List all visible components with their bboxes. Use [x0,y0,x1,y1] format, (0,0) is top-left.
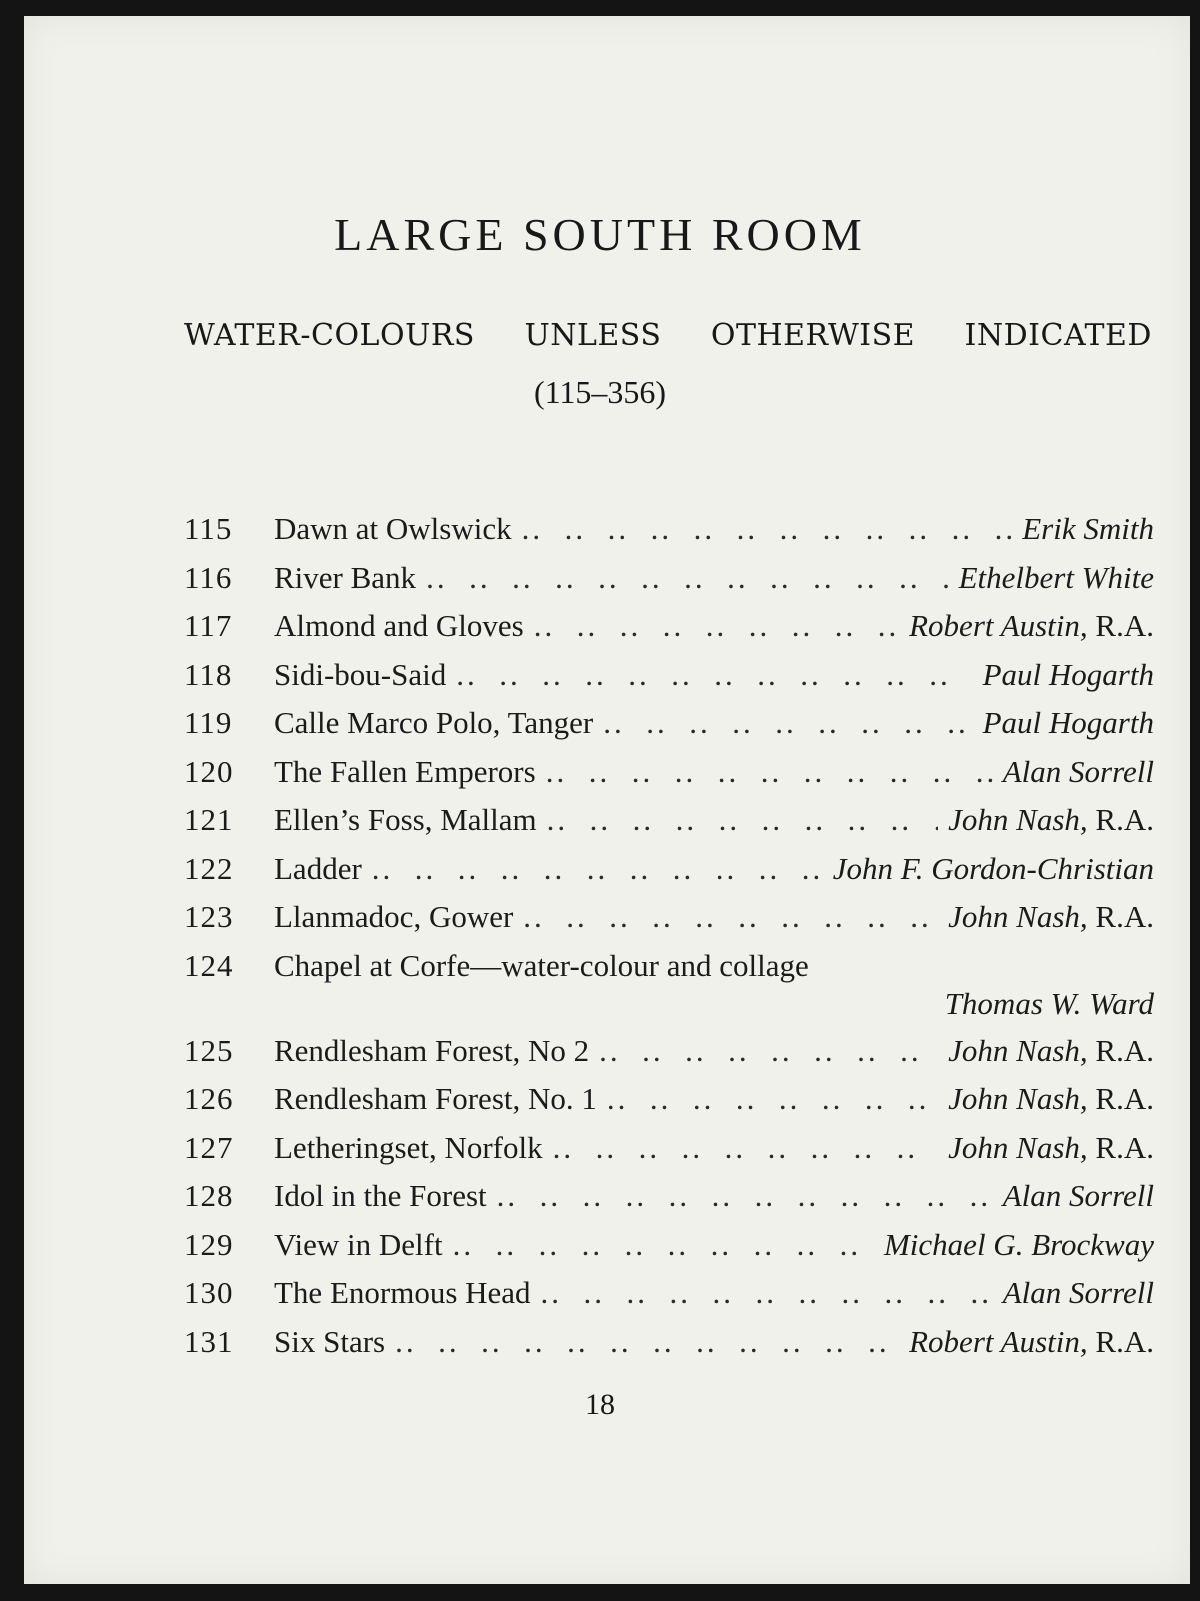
subheading-word: INDICATED [964,318,1152,353]
entry-number: 117 [184,608,233,643]
entry-title: Dawn at Owlswick [274,511,512,546]
leader-dots [607,1075,938,1123]
entry-number: 115 [184,511,233,546]
entry-number: 120 [184,753,234,789]
entry-number: 126 [184,1081,234,1116]
leader-dots [497,1172,993,1220]
list-item [184,1172,1154,1221]
entry-title: The Enormous Head [274,1275,531,1310]
entry-number: 128 [184,1178,234,1213]
entry-artist: Michael G. Brockway [883,1226,1154,1262]
catalogue-range: (115–356) [533,374,667,410]
entry-line [274,748,1154,796]
entry-artist: Ethelbert White [958,559,1154,595]
entry-artist: Alan Sorrell [1002,1275,1154,1310]
list-item [184,942,1154,1027]
entry-number: 119 [184,705,233,740]
entry-title: Almond and Gloves [274,608,524,643]
list-item [184,1027,1154,1076]
entry-line [274,699,1154,747]
entry-title: Letheringset, Norfolk [274,1129,543,1165]
entry-title: Rendlesham Forest, No. 1 [274,1081,597,1116]
page-title: LARGE SOUTH ROOM [334,209,866,260]
entry-artist: Alan Sorrell [1002,1178,1154,1213]
entry-line [274,1027,1154,1075]
entry-line [274,1269,1154,1317]
subheading [184,318,1152,353]
list-item [184,1221,1154,1270]
leader-dots [603,699,972,747]
leader-dots [522,505,1013,553]
entry-line [274,651,1154,699]
entry-list [184,505,1154,1366]
list-item [184,845,1154,894]
leader-dots [553,1124,939,1172]
leader-dots [426,554,949,602]
entry-line [274,1124,1154,1172]
entry-number: 122 [184,850,234,886]
list-item [184,748,1154,797]
entry-artist-suffix: R.A. [1095,899,1154,934]
entry-artist: Paul Hogarth [982,705,1154,740]
leader-dots [547,796,939,844]
entry-title: Rendlesham Forest, No 2 [274,1032,590,1068]
leader-dots [372,845,823,893]
entry-title: Ellen’s Foss, Mallam [274,802,537,837]
list-item [184,1124,1154,1173]
leader-dots [599,1027,938,1075]
entry-number: 118 [184,656,233,692]
list-item [184,1075,1154,1124]
entry-number: 121 [184,802,234,837]
entry-line [274,554,1154,602]
leader-dots [534,602,899,650]
entry-title: View in Delft [274,1226,443,1262]
entry-title: The Fallen Emperors [274,753,536,789]
entry-title: Six Stars [274,1323,386,1359]
entry-artist: John Nash, [948,899,1088,934]
entry-artist: John Nash, [948,1081,1088,1116]
entry-line [274,893,1154,941]
entry-title: Calle Marco Polo, Tanger [274,705,594,740]
leader-dots [523,893,938,941]
entry-number: 116 [184,559,233,595]
entry-line [274,1075,1154,1123]
entry-artist: Thomas W. Ward [944,985,1154,1021]
entry-artist: John F. Gordon-Christian [832,850,1154,886]
entry-number: 131 [184,1323,234,1359]
entry-number: 124 [184,947,234,983]
entry-title: Llanmadoc, Gower [274,899,514,934]
entry-number: 129 [184,1226,234,1262]
subheading-word: OTHERWISE [710,318,916,353]
entry-line [274,602,1154,650]
list-item [184,1318,1154,1367]
entry-line [274,845,1154,893]
subheading-word: WATER-COLOURS [184,318,475,353]
entry-artist: John Nash, [948,802,1088,837]
entry-number: 125 [184,1032,234,1068]
page-number: 18 [585,1388,615,1421]
list-item [184,602,1154,651]
entry-line [274,505,1154,553]
list-item [184,893,1154,942]
list-item [184,1269,1154,1318]
entry-artist: Robert Austin, [909,1323,1088,1359]
entry-artist: John Nash, [948,1129,1088,1165]
entry-number: 130 [184,1275,234,1310]
entry-title: Idol in the Forest [274,1178,487,1213]
list-item [184,505,1154,554]
leader-dots [541,1269,993,1317]
entry-artist-suffix: R.A. [1095,1129,1154,1165]
leader-dots [395,1318,899,1366]
list-item [184,796,1154,845]
entry-artist: Alan Sorrell [1002,753,1154,789]
entry-artist-suffix: R.A. [1095,1032,1154,1068]
leader-dots [456,651,972,699]
entry-title: River Bank [274,559,417,595]
entry-artist-suffix: R.A. [1095,802,1154,837]
list-item [184,651,1154,700]
list-item [184,554,1154,603]
entry-artist: Paul Hogarth [982,656,1154,692]
entry-title: Sidi-bou-Said [274,656,447,692]
entry-artist-suffix: R.A. [1095,608,1154,643]
entry-artist-suffix: R.A. [1095,1323,1154,1359]
entry-line [274,1221,1154,1269]
entry-artist: Robert Austin, [909,608,1088,643]
entry-title: Chapel at Corfe—water-colour and collage [274,947,809,983]
entry-line [274,1172,1154,1220]
leader-dots [453,1221,874,1269]
entry-artist: Erik Smith [1022,511,1154,546]
entry-artist-suffix: R.A. [1095,1081,1154,1116]
entry-number: 123 [184,899,234,934]
list-item [184,699,1154,748]
leader-dots [546,748,993,796]
entry-artist: John Nash, [948,1032,1088,1068]
entry-title: Ladder [274,850,362,886]
subheading-word: UNLESS [524,318,662,353]
entry-line [274,796,1154,844]
entry-line [274,1318,1154,1366]
entry-number: 127 [184,1129,234,1165]
